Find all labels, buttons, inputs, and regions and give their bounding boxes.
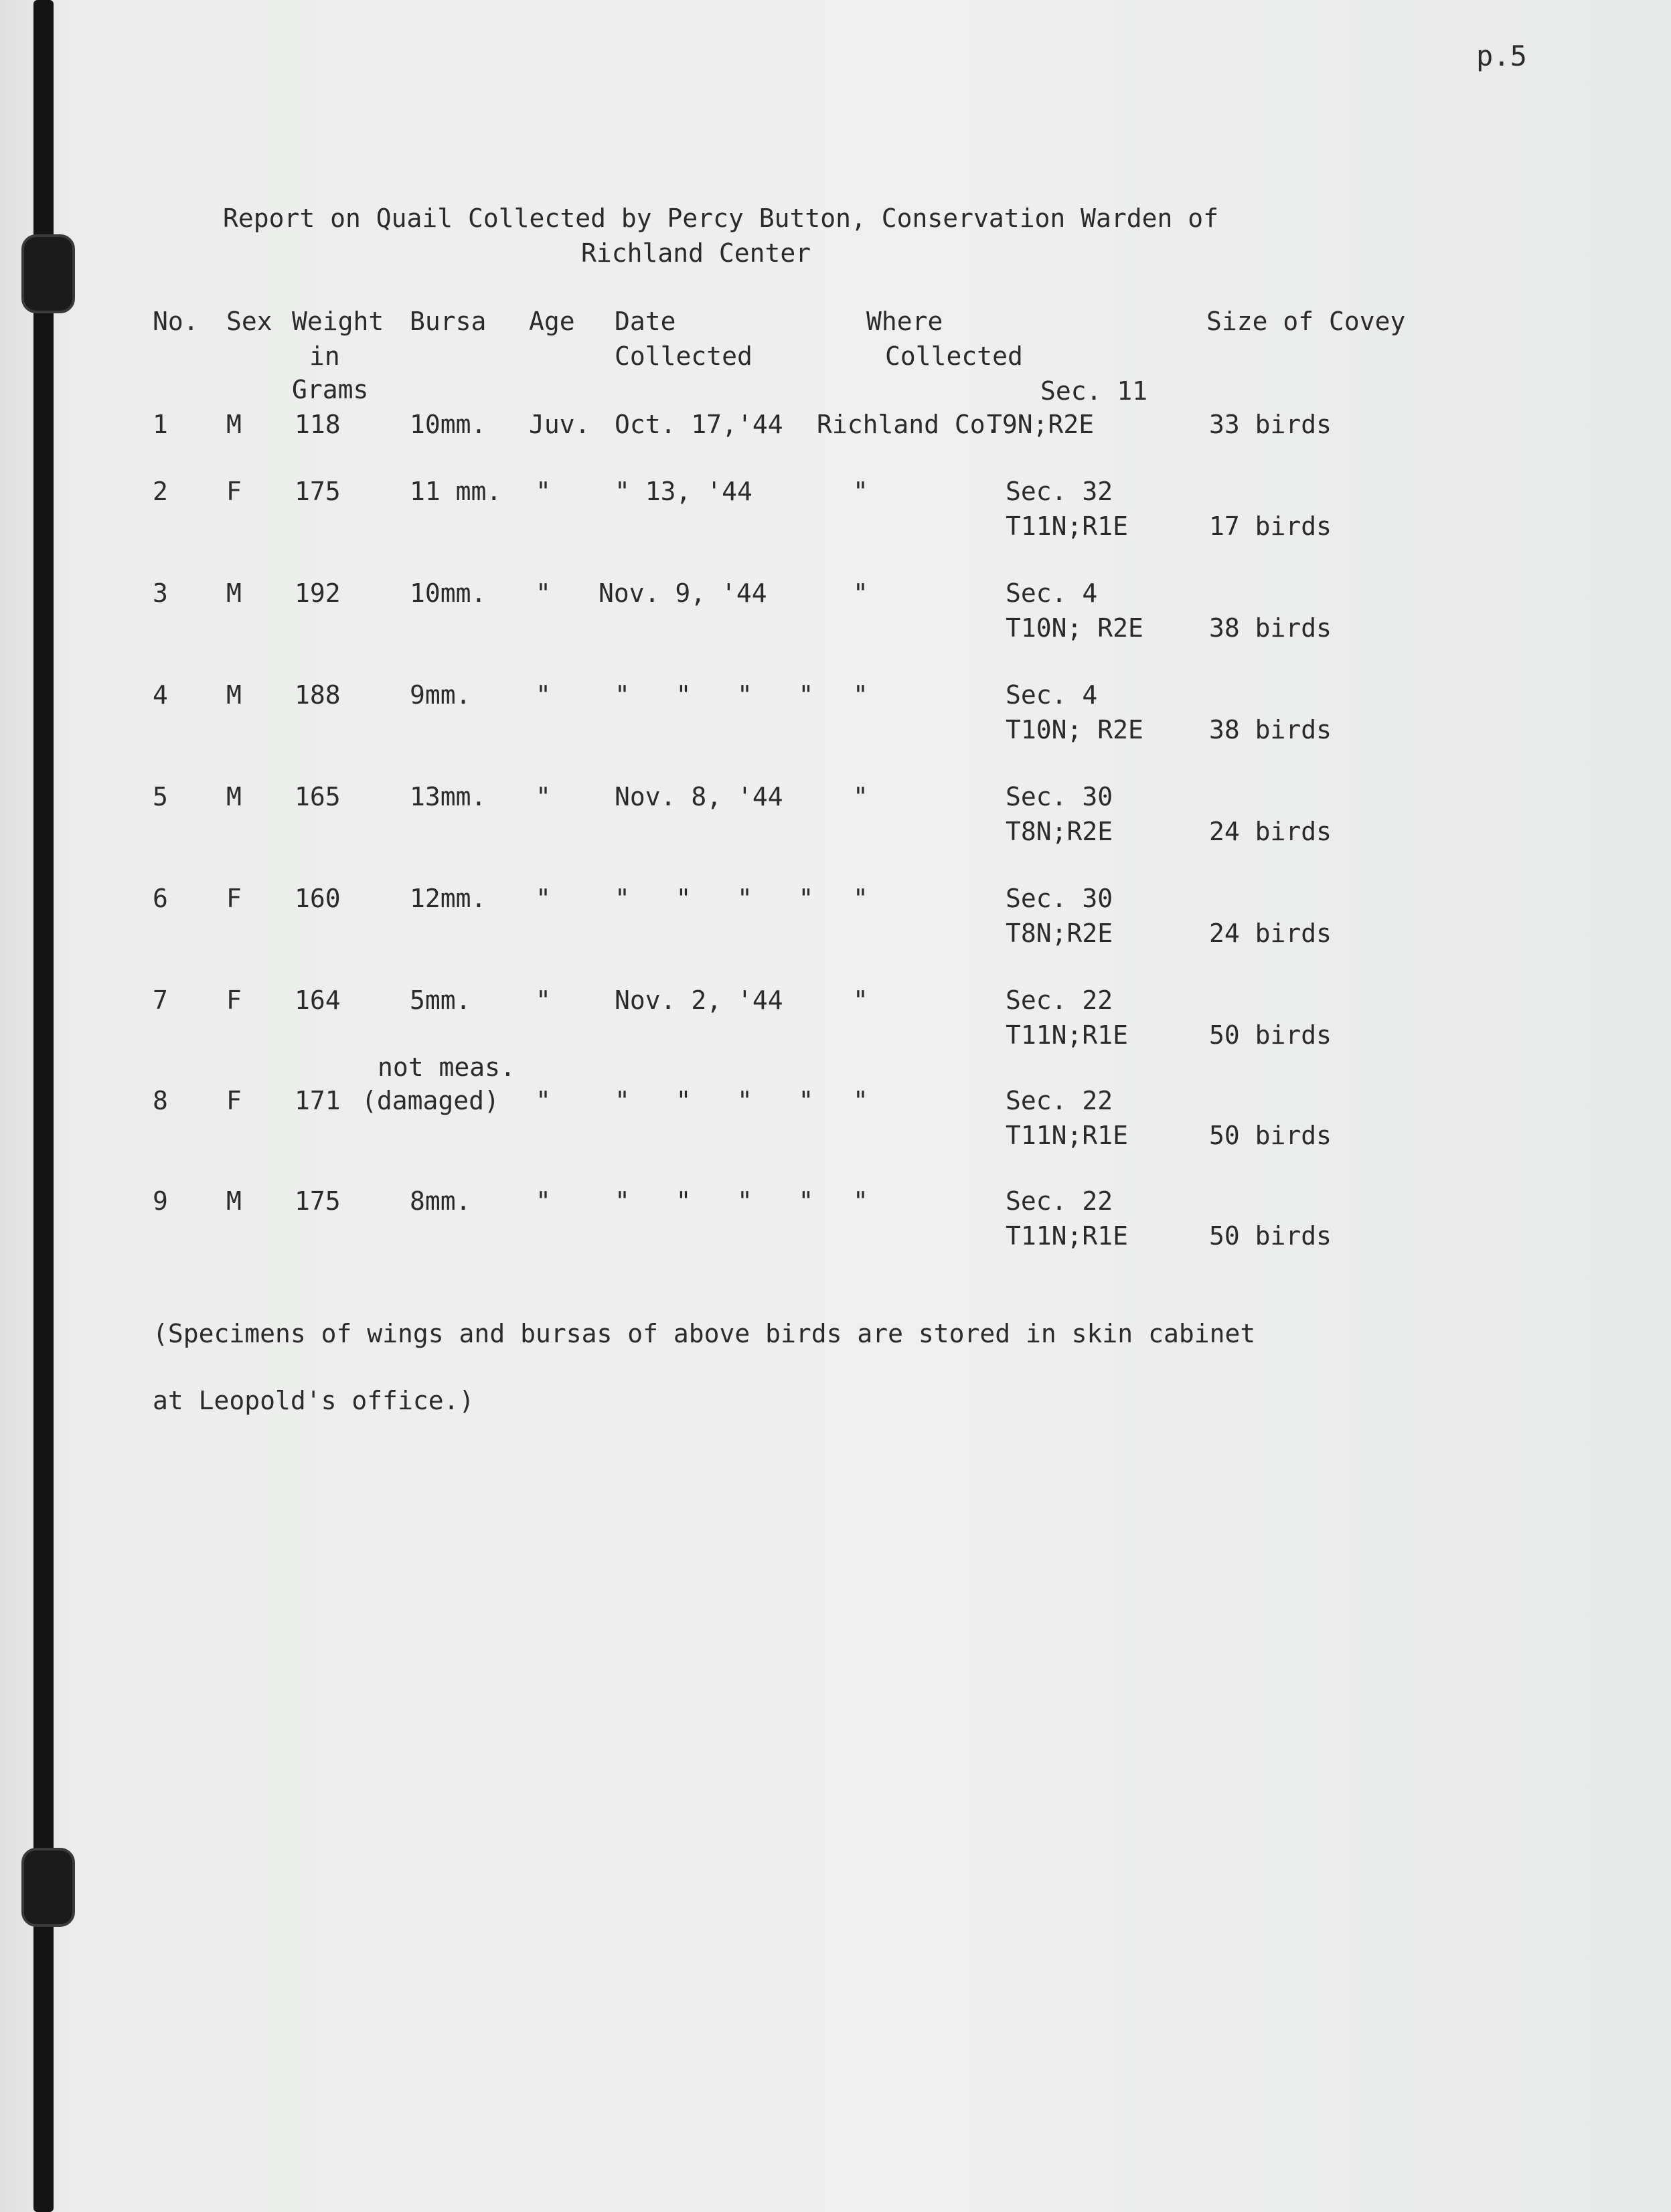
cell-sex: M (226, 1186, 242, 1216)
cell-where-sec: Sec. 22 (1006, 1186, 1113, 1216)
footnote-line2: at Leopold's office.) (153, 1386, 475, 1415)
cell-where-sec: Sec. 22 (1006, 1086, 1113, 1115)
report-title-line2: Richland Center (581, 238, 811, 268)
cell-bursa: 9mm. (410, 680, 471, 710)
header-date: Date (615, 307, 676, 336)
cell-date: Nov. 9, '44 (599, 578, 767, 608)
cell-date: " " " " (615, 680, 814, 710)
cell-sex: M (226, 410, 242, 439)
cell-weight: 175 (295, 477, 341, 506)
cell-where-town: T10N; R2E (1006, 613, 1143, 643)
cell-where-sec: Sec. 4 (1006, 680, 1098, 710)
cell-where-sec: Sec. 30 (1006, 884, 1113, 913)
cell-sex: F (226, 477, 242, 506)
cell-weight: 160 (295, 884, 341, 913)
cell-date: " " " " (615, 1086, 814, 1115)
cell-bursa: 10mm. (410, 578, 487, 608)
cell-date: " " " " (615, 884, 814, 913)
cell-where-county: " (853, 782, 868, 811)
cell-where-county: " (853, 1186, 868, 1216)
header-weight-in: in (309, 341, 340, 371)
cell-where-town: T9N;R2E (987, 410, 1095, 439)
cell-covey: 50 birds (1209, 1121, 1332, 1150)
cell-age: " (536, 1086, 551, 1115)
header-sex: Sex (226, 307, 272, 336)
cell-covey: 24 birds (1209, 817, 1332, 846)
cell-no: 2 (153, 477, 168, 506)
cell-where-county: " (853, 578, 868, 608)
cell-where-sec: Sec. 22 (1006, 985, 1113, 1015)
cell-bursa: 8mm. (410, 1186, 471, 1216)
cell-bursa: (damaged) (362, 1086, 499, 1115)
header-no: No. (153, 307, 199, 336)
cell-age: " (536, 1186, 551, 1216)
cell-bursa: 10mm. (410, 410, 487, 439)
cell-where-county: " (853, 477, 868, 506)
cell-where-town: T10N; R2E (1006, 715, 1143, 744)
cell-where-town: T8N;R2E (1006, 919, 1113, 948)
cell-age: " (536, 578, 551, 608)
cell-date: " 13, '44 (615, 477, 752, 506)
cell-weight: 192 (295, 578, 341, 608)
cell-covey: 24 birds (1209, 919, 1332, 948)
cell-covey: 38 birds (1209, 715, 1332, 744)
cell-weight: 164 (295, 985, 341, 1015)
cell-where-county: " (853, 680, 868, 710)
cell-covey: 50 birds (1209, 1221, 1332, 1251)
page-number: p.5 (1476, 40, 1527, 72)
cell-where-sec: Sec. 4 (1006, 578, 1098, 608)
cell-no: 9 (153, 1186, 168, 1216)
cell-date: Nov. 2, '44 (615, 985, 783, 1015)
cell-bursa-note: not meas. (378, 1052, 515, 1082)
report-title-line1: Report on Quail Collected by Percy Button, Conservation Warden of (223, 204, 1219, 233)
cell-no: 6 (153, 884, 168, 913)
cell-age: " (536, 884, 551, 913)
cell-where-county: " (853, 1086, 868, 1115)
cell-weight: 188 (295, 680, 341, 710)
cell-weight: 165 (295, 782, 341, 811)
cell-where-town: T11N;R1E (1006, 1121, 1129, 1150)
cell-where-county: " (853, 985, 868, 1015)
header-weight-grams: Grams (292, 375, 369, 404)
cell-bursa: 12mm. (410, 884, 487, 913)
cell-bursa: 5mm. (410, 985, 471, 1015)
cell-covey: 38 birds (1209, 613, 1332, 643)
cell-no: 3 (153, 578, 168, 608)
cell-where-town: T11N;R1E (1006, 1020, 1129, 1050)
footnote-line1: (Specimens of wings and bursas of above birds are stored in skin cabinet (153, 1319, 1256, 1348)
header-bursa: Bursa (410, 307, 487, 336)
cell-weight: 175 (295, 1186, 341, 1216)
cell-weight: 171 (295, 1086, 341, 1115)
cell-no: 8 (153, 1086, 168, 1115)
cell-date: Nov. 8, '44 (615, 782, 783, 811)
cell-age: " (536, 985, 551, 1015)
cell-where-sec: Sec. 11 (1040, 376, 1148, 406)
cell-no: 4 (153, 680, 168, 710)
header-where-collected: Collected (885, 341, 1023, 371)
cell-weight: 118 (295, 410, 341, 439)
cell-sex: M (226, 680, 242, 710)
cell-covey: 50 birds (1209, 1020, 1332, 1050)
cell-age: " (536, 782, 551, 811)
cell-sex: F (226, 1086, 242, 1115)
cell-age: " (536, 680, 551, 710)
cell-where-town: T11N;R1E (1006, 511, 1129, 541)
cell-no: 7 (153, 985, 168, 1015)
header-age: Age (529, 307, 575, 336)
cell-where-town: T8N;R2E (1006, 817, 1113, 846)
cell-sex: M (226, 782, 242, 811)
binder-ring-bottom (21, 1848, 75, 1927)
cell-where-sec: Sec. 30 (1006, 782, 1113, 811)
cell-age: " (536, 477, 551, 506)
cell-where-county: Richland Co. (817, 410, 1001, 439)
header-where: Where (866, 307, 943, 336)
cell-where-town: T11N;R1E (1006, 1221, 1129, 1251)
binder-ring-top (21, 234, 75, 313)
cell-bursa: 13mm. (410, 782, 487, 811)
cell-bursa: 11 mm. (410, 477, 502, 506)
header-size-of-covey: Size of Covey (1206, 307, 1406, 336)
cell-age: Juv. (529, 410, 590, 439)
cell-covey: 17 birds (1209, 511, 1332, 541)
cell-sex: F (226, 884, 242, 913)
header-weight: Weight (292, 307, 384, 336)
cell-where-sec: Sec. 32 (1006, 477, 1113, 506)
cell-date: Oct. 17,'44 (615, 410, 783, 439)
cell-sex: M (226, 578, 242, 608)
cell-date: " " " " (615, 1186, 814, 1216)
cell-no: 5 (153, 782, 168, 811)
cell-where-county: " (853, 884, 868, 913)
header-date-collected: Collected (615, 341, 752, 371)
cell-covey: 33 birds (1209, 410, 1332, 439)
cell-no: 1 (153, 410, 168, 439)
cell-sex: F (226, 985, 242, 1015)
